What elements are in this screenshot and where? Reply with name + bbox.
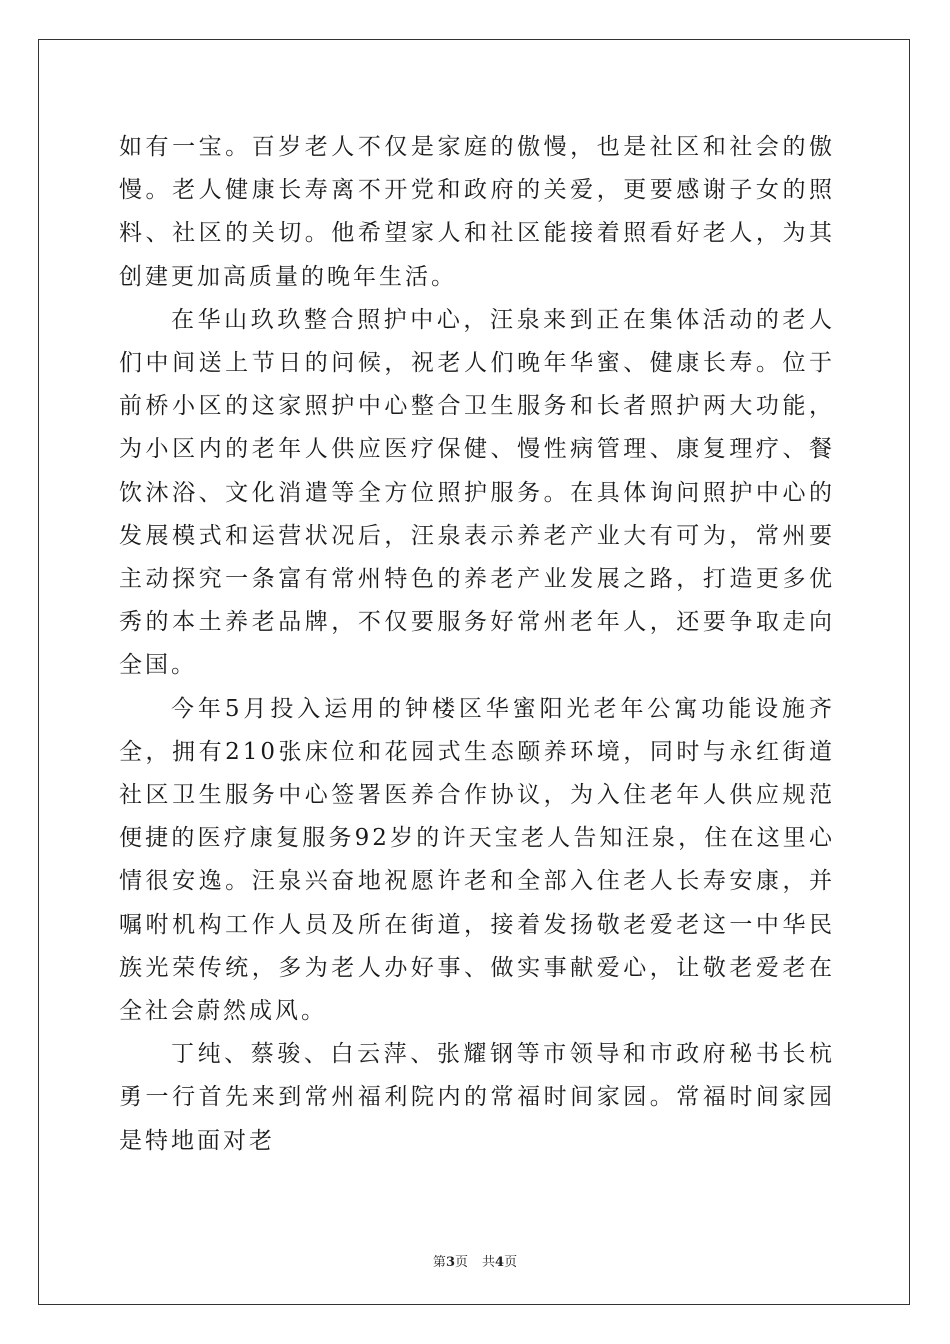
paragraph-2: 在华山玖玖整合照护中心，汪泉来到正在集体活动的老人们中间送上节日的问候，祝老人们晚年华蜜、健康长寿。位于前桥小区的这家照护中心整合卫生服务和长者照护两大功能，为小区内的老年人供应医疗保健、慢性病管理、康复理疗、餐饮沐浴、文化消遣等全方位照护服务。在具体询问照护中心的发展模式和运营状况后，汪泉表示养老产业大有可为，常州要主动探究一条富有常州特色的养老产业发展之路，打造更多优秀的本土养老品牌，不仅要服务好常州老年人，还要争取走向全国。 — [119, 306, 835, 679]
paragraph-1: 如有一宝。百岁老人不仅是家庭的傲慢，也是社区和社会的傲慢。老人健康长寿离不开党和政府的关爱，更要感谢子女的照料、社区的关切。他希望家人和社区能接着照看好老人，为其创建更加高质量的晚年生活。 — [119, 134, 835, 290]
document-body — [119, 126, 835, 1163]
paragraph-3: 今年5月投入运用的钟楼区华蜜阳光老年公寓功能设施齐全，拥有210张床位和花园式生态颐养环境，同时与永红街道社区卫生服务中心签署医养合作协议，为入住老年人供应规范便捷的医疗康复服务92岁的许天宝老人告知汪泉，住在这里心情很安逸。汪泉兴奋地祝愿许老和全部入住老人长寿安康，并嘱咐机构工作人员及所在街道，接着发扬敬老爱老这一中华民族光荣传统，多为老人办好事、做实事献爱心，让敬老爱老在全社会蔚然成风。 — [119, 695, 835, 1025]
total-page-number: 4 — [495, 1255, 505, 1270]
paragraph-4: 丁纯、蔡骏、白云萍、张耀钢等市领导和市政府秘书长杭勇一行首先来到常州福利院内的常福时间家园。常福时间家园是特地面对老 — [119, 1041, 835, 1154]
page-suffix: 页 — [454, 1255, 468, 1270]
page-prefix: 第 — [432, 1255, 446, 1270]
page-footer — [0, 1251, 950, 1270]
total-prefix: 共 — [482, 1255, 496, 1270]
total-suffix: 页 — [504, 1255, 518, 1270]
current-page-number: 3 — [445, 1255, 455, 1270]
